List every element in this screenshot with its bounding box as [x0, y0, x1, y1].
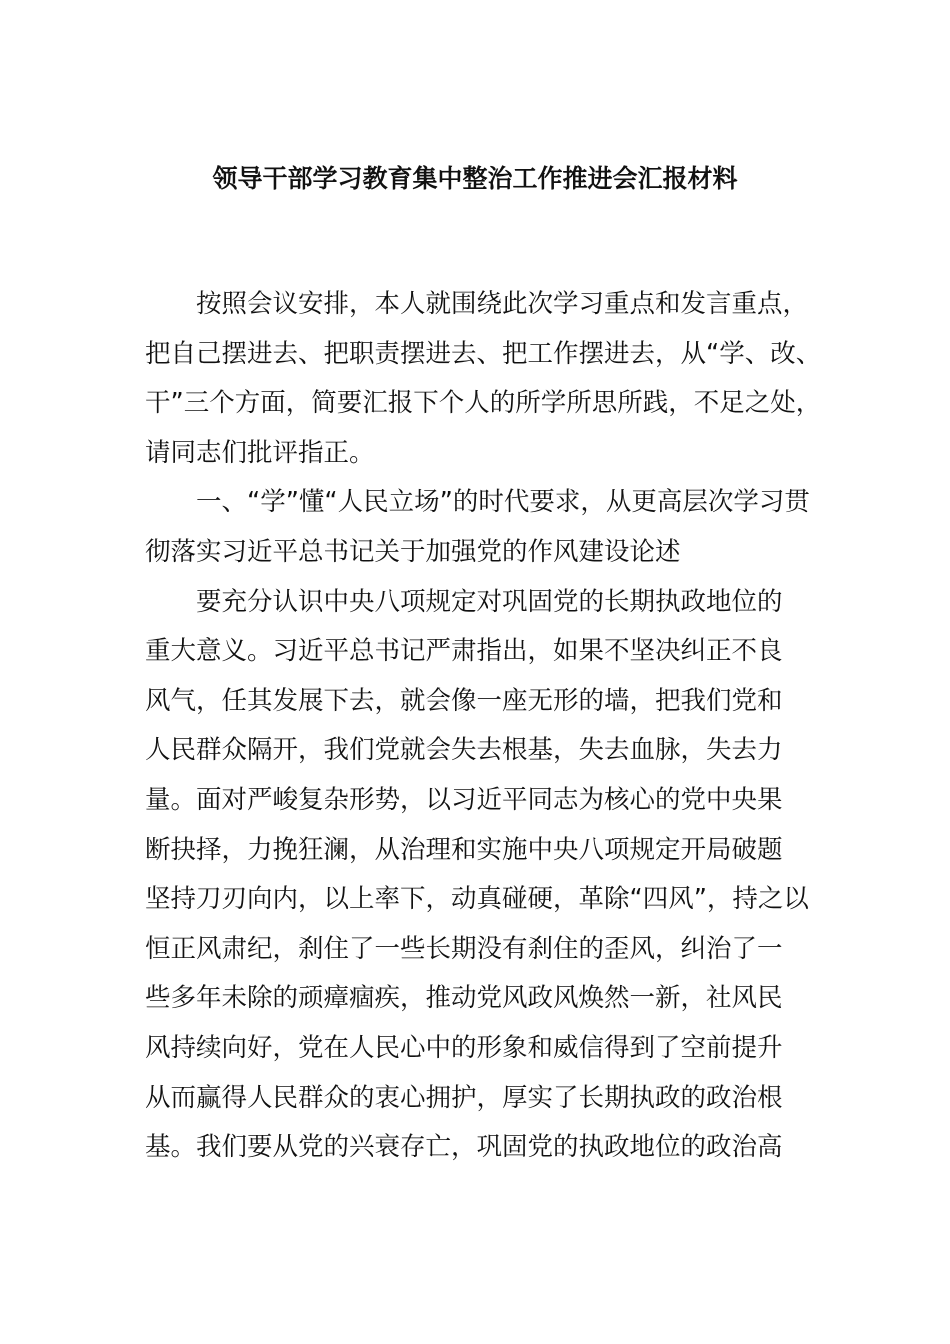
paragraph-line: 从而赢得人民群众的衷心拥护，厚实了长期执政的政治根 [145, 1082, 783, 1113]
section-heading-line: 彻落实习近平总书记关于加强党的作风建设论述 [145, 536, 681, 567]
paragraph-line: 人民群众隔开，我们党就会失去根基，失去血脉，失去力 [145, 735, 783, 766]
paragraph-line: 基。我们要从党的兴衰存亡，巩固党的执政地位的政治高 [145, 1132, 783, 1163]
paragraph-line: 量。面对严峻复杂形势，以习近平同志为核心的党中央果 [145, 784, 783, 815]
paragraph-line: 些多年未除的顽瘴痼疾，推动党风政风焕然一新，社风民 [145, 983, 783, 1014]
paragraph-line: 请同志们批评指正。 [145, 437, 375, 468]
paragraph-line: 断抉择，力挽狂澜，从治理和实施中央八项规定开局破题 [145, 834, 783, 865]
paragraph-line: 重大意义。习近平总书记严肃指出，如果不坚决纠正不良 [145, 636, 783, 667]
section-heading-line: 一、“学”懂“人民立场”的时代要求，从更高层次学习贯 [196, 487, 810, 518]
document-title: 领导干部学习教育集中整治工作推进会汇报材料 [212, 164, 738, 193]
paragraph-line: 恒正风肃纪，刹住了一些长期没有刹住的歪风，纠治了一 [145, 933, 783, 964]
paragraph-line: 风持续向好，党在人民心中的形象和威信得到了空前提升 [145, 1032, 783, 1063]
paragraph-line: 风气，任其发展下去，就会像一座无形的墙，把我们党和 [145, 685, 783, 716]
document-body [145, 280, 835, 1173]
paragraph-line: 按照会议安排，本人就围绕此次学习重点和发言重点， [196, 289, 809, 319]
paragraph-line: 把自己摆进去、把职责摆进去、把工作摆进去，从“学、改、 [145, 338, 822, 369]
paragraph-line: 干”三个方面，简要汇报下个人的所学所思所践，不足之处， [145, 388, 822, 419]
paragraph-line: 坚持刀刃向内，以上率下，动真碰硬，革除“四风”，持之以 [145, 884, 809, 915]
paragraph-line: 要充分认识中央八项规定对巩固党的长期执政地位的 [196, 586, 783, 617]
